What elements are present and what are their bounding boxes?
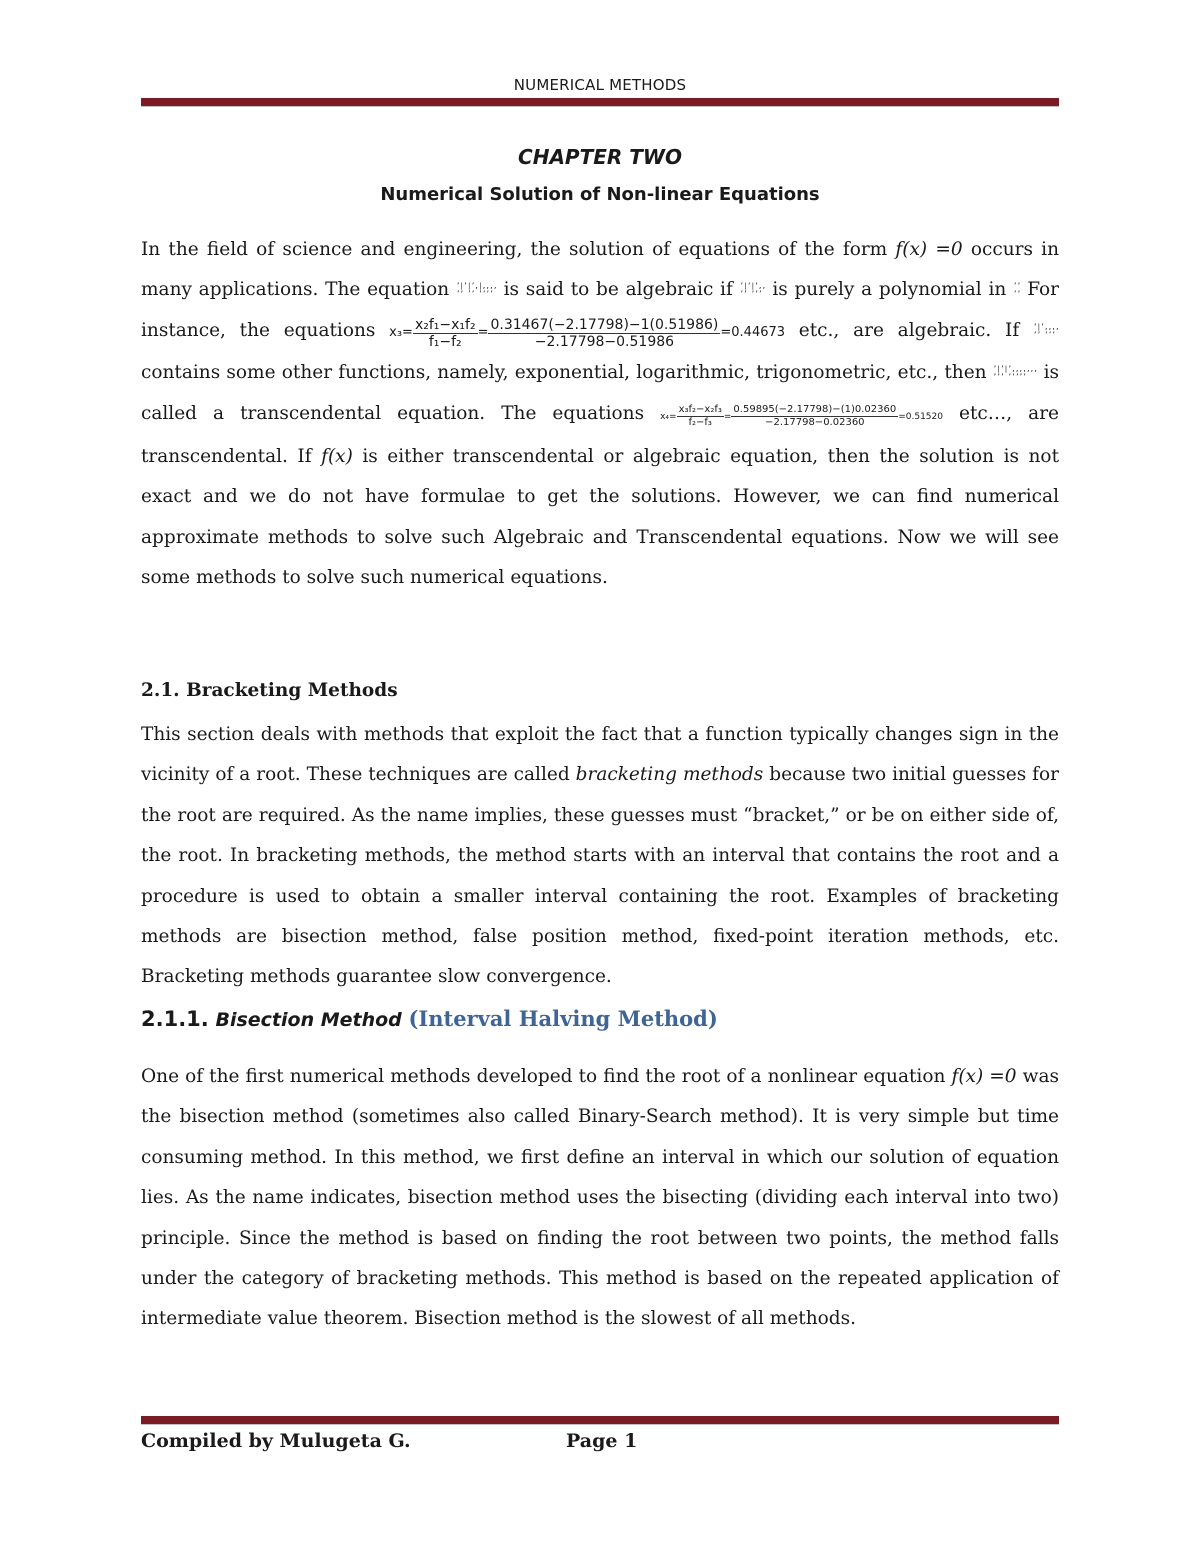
bracketing-emphasis: bracketing methods — [575, 764, 764, 786]
bracketing-text-2: because two initial guesses for the root are required. As the name implies, these guesses must “bracket,” or be on either side of, the root. In bracketing methods, the method starts with an interval that contains the root and a procedure is used to obtain a smaller interval containing the root. Examples of bracketing methods are bisection method, false position method, fixed-point iteration methods, etc. Bracketing methods guarantee slow convergence. — [141, 764, 1060, 988]
section-title: Bisection Method — [215, 1009, 402, 1031]
garbled-equation-image: ʼ|ʼ|ʼ,|,,,, ʼʼ ʼʼ ʼʼʼʼ — [455, 282, 497, 299]
equation-secant-algebraic — [389, 313, 785, 353]
section-number: 2.1.1. — [141, 1007, 209, 1031]
bracketing-paragraph — [141, 715, 1059, 998]
chapter-title: Numerical Solution of Non-linear Equations — [380, 184, 820, 205]
intro-text-7: contains some other functions, namely, exponential, logarithmic, trigonometric, etc., then — [141, 362, 993, 384]
bisection-text-1: One of the first numerical methods developed to find the root of a nonlinear equation — [141, 1066, 952, 1087]
eq1-result: =0.44673 — [720, 324, 786, 340]
eq1-denominator-values: −2.17798−0.51986 — [534, 333, 675, 350]
garbled-equation-image: ʼ|ʼ,,,, ʼʼ ʼʼʼ — [1032, 322, 1059, 339]
page-number: Page 1 — [566, 1430, 638, 1452]
running-header: NUMERICAL METHODS — [513, 76, 687, 94]
eq2-result: =0.51520 — [898, 411, 943, 422]
eq1-numerator-values: 0.31467(−2.17798)−1(0.51986) — [490, 316, 719, 333]
garbled-equation-image: ʼ|ʼ|ʼ,,,,,,, ʼʼʼ ʼʼʼʼʼ — [992, 365, 1038, 382]
equation-fx-zero: f(x) =0 — [951, 1066, 1017, 1087]
section-heading-bracketing: 2.1. Bracketing Methods — [141, 680, 398, 701]
intro-text-10: is either transcendental or algebraic equation, then the solution is not exact and we do not have formulae to get the solutions. However, we can find numerical approximate methods to solve such Algebraic and Transcendental equations. Now we will see some methods to solve such numerical equations. — [141, 446, 1059, 589]
section-heading-bisection — [141, 1006, 718, 1031]
eq1-numerator: x₂f₁−x₁f₂ — [414, 316, 476, 333]
intro-text-9: etc…, are transcendental. If — [141, 402, 1059, 468]
footer-author: Compiled by Mulugeta G. — [141, 1430, 411, 1452]
intro-text-3: is said to be algebraic if — [496, 279, 740, 301]
equation-secant-transcendental: x₄= $\frac{\text{x₃f₂−x₂f₃}}{\text{f₂−f₃}}$ = $\frac{0.59895(-2.17798)-(1)0.02360}{-2.17798-0.02360}$ =0.51520 — [660, 397, 943, 437]
section-subtitle: (Interval Halving Method) — [408, 1006, 718, 1031]
intro-text-2: occurs in many applications. The equation — [141, 239, 1059, 301]
bracketing-text-1: This section deals with methods that exploit the fact that a function typically changes sign in the vicinity of a root. These techniques are called — [141, 724, 1059, 786]
intro-text-1: In the field of science and engineering, the solution of equations of the form — [141, 239, 896, 260]
garbled-symbol-image: ʼʼ ʼʼ — [1013, 282, 1021, 299]
eq1-equals: = — [477, 324, 489, 340]
bisection-paragraph — [141, 1057, 1059, 1340]
garbled-equation-image: ʼ|ʼ|ʼ,, ʼʼ ʼʼʼ — [739, 282, 766, 299]
eq1-denominator: f₁−f₂ — [428, 333, 462, 350]
bisection-text-2: was the bisection method (sometimes also called Binary-Search method). It is very simple but time consuming method. In this method, we first define an interval in which our solution of equation lies. As the name indicates, bisection method uses the bisecting (dividing each interval into two) principle. Since the method is based on finding the root between two points, the method falls under the category of bracketing methods. This method is based on the repeated application of intermediate value theorem. Bisection method is the slowest of all methods. — [141, 1066, 1059, 1330]
eq2-numerator-values: 0.59895(−2.17798)−(1)0.02360 — [733, 404, 897, 416]
eq2-denominator-values: −2.17798−0.02360 — [765, 417, 865, 429]
equation-fx-zero: f(x) =0 — [895, 239, 963, 260]
equation-fx: f(x) — [321, 446, 353, 468]
intro-paragraph — [141, 230, 1059, 599]
header-rule — [141, 98, 1059, 107]
eq1-lhs: x₃= — [389, 324, 413, 340]
chapter-label: CHAPTER TWO — [518, 145, 682, 169]
intro-text-4: is purely a polynomial in — [765, 279, 1014, 301]
intro-text-8: is called a transcendental equation. The equations — [141, 362, 1059, 424]
intro-text-5: For instance, the equations — [141, 279, 1059, 341]
intro-text-6: etc., are algebraic. If — [785, 319, 1033, 341]
footer-rule — [141, 1416, 1059, 1425]
